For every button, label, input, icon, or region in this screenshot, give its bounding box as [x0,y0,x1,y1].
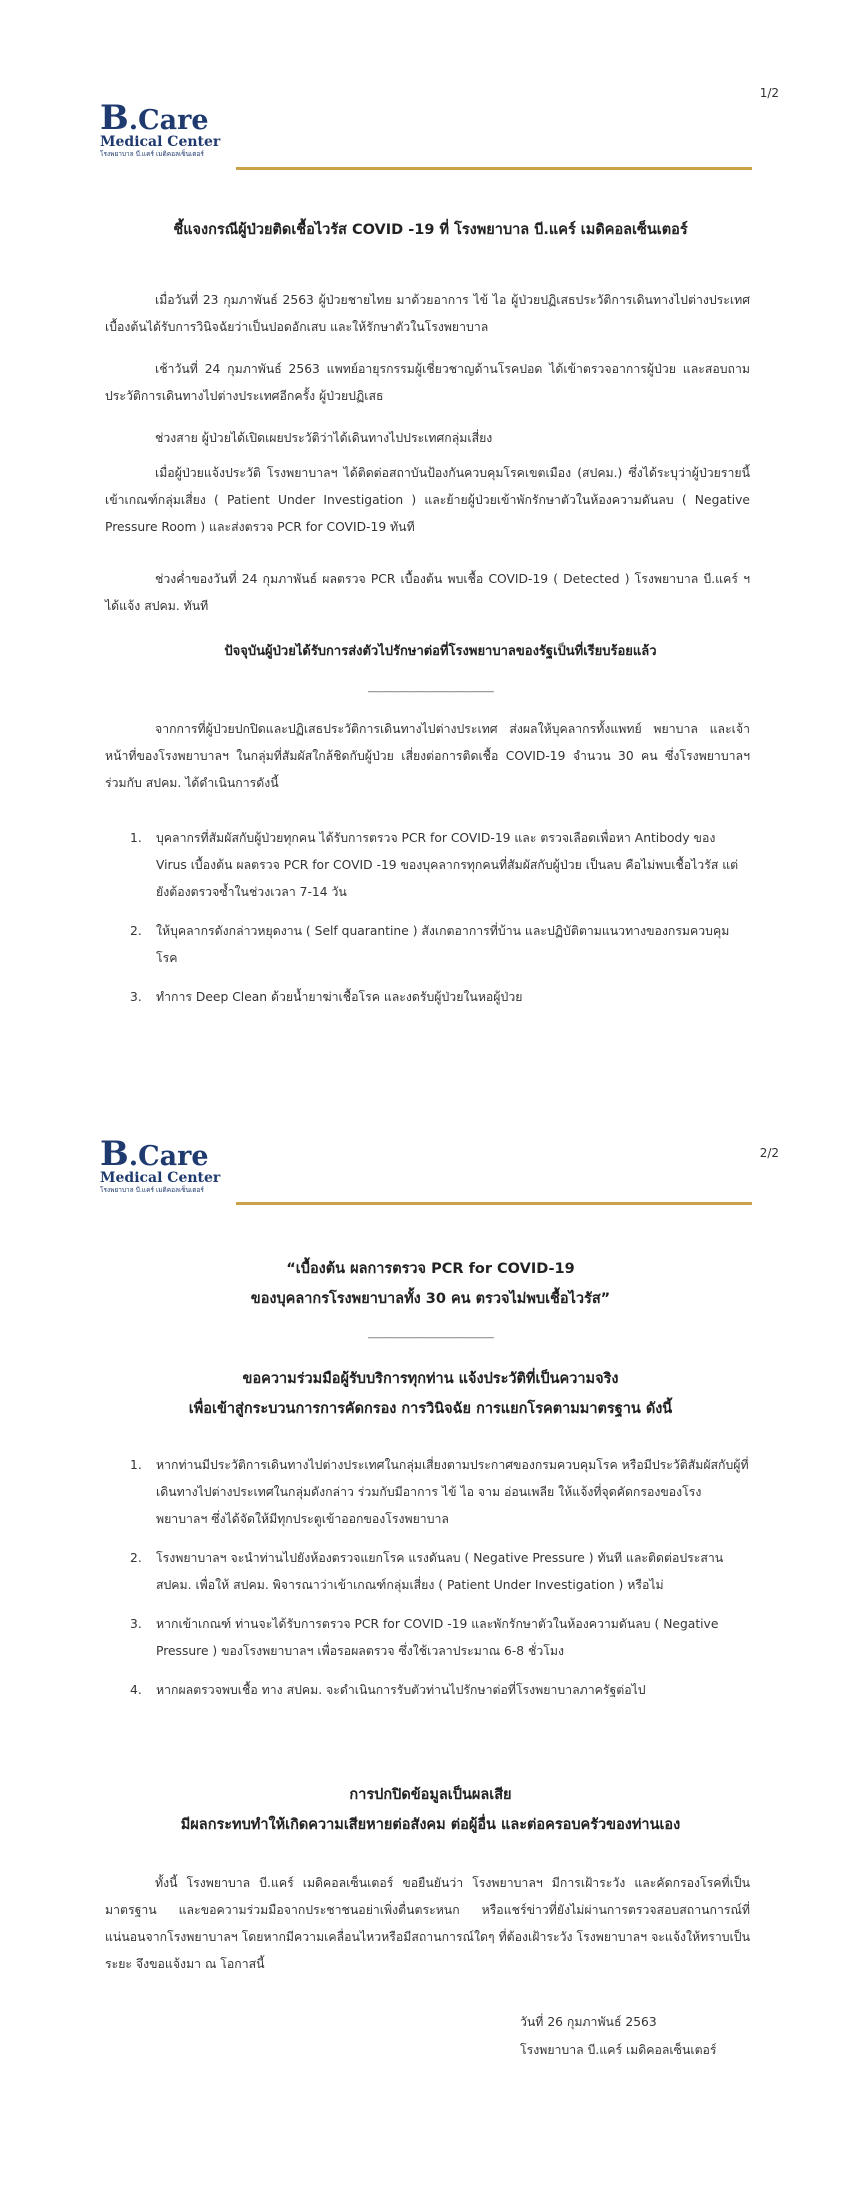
page-number: 1/2 [759,86,779,100]
paragraph-2: เช้าวันที่ 24 กุมภาพันธ์ 2563 แพทย์อายุรกรรมผู้เชี่ยวชาญด้านโรคปอด ได้เข้าตรวจอาการผู้ป่วย และสอบถามประวัติการเดินทางไปต่างประเทศอีกครั้ง ผู้ป่วยปฏิเสธ [105,362,750,403]
paragraph-4: เมื่อผู้ป่วยแจ้งประวัติ โรงพยาบาลฯ ได้ติดต่อสถาบันป้องกันควบคุมโรคเขตเมือง (สปคม.) ซึ่งได้ระบุว่าผู้ป่วยรายนี้เข้าเกณฑ์กลุ่มเสี่ยง ( Patient Under Investigation ) และย้ายผู้ป่วยเข้าพักรักษาตัวในห้องความดันลบ ( Negative Pressure Room ) และส่งตรวจ PCR for COVID-19 ทันที [105,466,750,534]
divider: -------------------------------------------------------- [367,687,494,697]
logo-subtitle: Medical Center [100,134,221,150]
list-item: 4. หากผลตรวจพบเชื้อ ทาง สปคม. จะดำเนินการรับตัวท่านไปรักษาต่อที่โรงพยาบาลภาครัฐต่อไป [130,1683,646,1697]
logo-wordmark: B.Care [100,98,209,138]
paragraph-actions-intro: จากการที่ผู้ป่วยปกปิดและปฏิเสธประวัติการเดินทางไปต่างประเทศ ส่งผลให้บุคลากรทั้งแพทย์ พยาบาล และเจ้าหน้าที่ของโรงพยาบาลฯ ในกลุ่มที่สัมผัสใกล้ชิดกับผู้ป่วย เสี่ยงต่อการติดเชื้อ COVID-19 จำนวน 30 คน ซึ่งโรงพยาบาลฯ ร่วมกับ สปคม. ได้ดำเนินการดังนี้ [105,722,750,790]
list-item: 3. ทำการ Deep Clean ด้วยน้ำยาฆ่าเชื้อโรค และงดรับผู้ป่วยในหอผู้ป่วย [130,990,523,1004]
signature-block [520,2008,717,2064]
paragraph-1: เมื่อวันที่ 23 กุมภาพันธ์ 2563 ผู้ป่วยชายไทย มาด้วยอาการ ไข้ ไอ ผู้ป่วยปฏิเสธประวัติการเดินทางไปต่างประเทศ เบื้องต้นได้รับการวินิจฉัยว่าเป็นปอดอักเสบ และให้รักษาตัวในโรงพยาบาล [105,293,750,334]
logo-subtitle: Medical Center [100,1170,221,1186]
screening-steps-list [130,1452,750,1716]
bcare-logo [100,98,240,159]
warning-title: การปกปิดข้อมูลเป็นผลเสีย มีผลกระทบทำให้เกิดความเสียหายต่อสังคม ต่อผู้อื่น และต่อครอบครัวของท่านเอง [180,1787,681,1833]
logo-thai-name: โรงพยาบาล บี.แคร์ เมดิคอลเซ็นเตอร์ [100,1186,204,1194]
header-rule [236,167,752,170]
list-item: 1. บุคลากรที่สัมผัสกับผู้ป่วยทุกคน ได้รับการตรวจ PCR for COVID-19 และ ตรวจเลือดเพื่อหา Antibody ของ Virus เบื้องต้น ผลตรวจ PCR for COVID -19 ของบุคลากรทุกคนที่สัมผัสกับผู้ป่วย เป็นลบ คือไม่พบเชื้อไวรัส แต่ยังต้องตรวจซ้ำในช่วงเวลา 7-14 วัน [130,831,739,899]
page-number: 2/2 [759,1146,779,1160]
list-item: 2. ให้บุคลากรดังกล่าวหยุดงาน ( Self quarantine ) สังเกตอาการที่บ้าน และปฏิบัติตามแนวทางของกรมควบคุมโรค [130,924,730,965]
page-2 [0,1130,861,2199]
actions-list [130,825,750,1023]
logo-thai-name: โรงพยาบาล บี.แคร์ เมดิคอลเซ็นเตอร์ [100,150,204,158]
request-title: ขอความร่วมมือผู้รับบริการทุกท่าน แจ้งประวัติที่เป็นความจริง เพื่อเข้าสู่กระบวนการการคัดกรอง การวินิจฉัย การแยกโรคตามมาตรฐาน ดังนี้ [188,1371,673,1417]
signature-org: โรงพยาบาล บี.แคร์ เมดิคอลเซ็นเตอร์ [520,2043,717,2057]
paragraph-3: ช่วงสาย ผู้ป่วยได้เปิดเผยประวัติว่าได้เดินทางไปประเทศกลุ่มเสี่ยง [155,431,493,445]
list-item: 1. หากท่านมีประวัติการเดินทางไปต่างประเทศในกลุ่มเสี่ยงตามประกาศของกรมควบคุมโรค หรือมีประวัติสัมผัสกับผู้ที่เดินทางไปต่างประเทศในกลุ่มดังกล่าว ร่วมกับมีอาการ ไข้ ไอ จาม อ่อนเพลีย ให้แจ้งที่จุดคัดกรองของโรงพยาบาลฯ ซึ่งได้จัดให้มีทุกประตูเข้าออกของโรงพยาบาล [130,1458,749,1526]
header-rule [236,1202,752,1205]
quote-title: “เบื้องต้น ผลการตรวจ PCR for COVID-19 ของบุคลากรโรงพยาบาลทั้ง 30 คน ตรวจไม่พบเชื้อไวรัส” [250,1261,611,1307]
status-note: ปัจจุบันผู้ป่วยได้รับการส่งตัวไปรักษาต่อที่โรงพยาบาลของรัฐเป็นที่เรียบร้อยแล้ว [224,644,657,659]
page-title: ชี้แจงกรณีผู้ป่วยติดเชื้อไวรัส COVID -19 ที่ โรงพยาบาล บี.แคร์ เมดิคอลเซ็นเตอร์ [173,222,688,238]
signature-date: วันที่ 26 กุมภาพันธ์ 2563 [520,2015,657,2029]
logo-wordmark: B.Care [100,1134,209,1174]
bcare-logo [100,1134,240,1195]
divider: -------------------------------------------------------- [367,1333,494,1343]
list-item: 3. หากเข้าเกณฑ์ ท่านจะได้รับการตรวจ PCR for COVID -19 และพักรักษาตัวในห้องความดันลบ ( Negative Pressure ) ของโรงพยาบาลฯ เพื่อรอผลตรวจ ซึ่งใช้เวลาประมาณ 6-8 ชั่วโมง [130,1617,719,1658]
list-item: 2. โรงพยาบาลฯ จะนำท่านไปยังห้องตรวจแยกโรค แรงดันลบ ( Negative Pressure ) ทันที และติดต่อประสาน สปคม. เพื่อให้ สปคม. พิจารณาว่าเข้าเกณฑ์กลุ่มเสี่ยง ( Patient Under Investigation ) หรือไม่ [130,1551,724,1592]
closing-paragraph: ทั้งนี้ โรงพยาบาล บี.แคร์ เมดิคอลเซ็นเตอร์ ขอยืนยันว่า โรงพยาบาลฯ มีการเฝ้าระวัง และคัดกรองโรคที่เป็นมาตรฐาน และขอความร่วมมือจากประชาชนอย่าเพิ่งตื่นตระหนก หรือแชร์ข่าวที่ยังไม่ผ่านการตรวจสอบสถานการณ์ที่แน่นอนจากโรงพยาบาลฯ โดยหากมีความเคลื่อนไหวหรือมีสถานการณ์ใดๆ ที่ต้องเฝ้าระวัง โรงพยาบาลฯ จะแจ้งให้ทราบเป็นระยะ จึงขอแจ้งมา ณ โอกาสนี้ [105,1876,750,1971]
paragraph-5: ช่วงค่ำของวันที่ 24 กุมภาพันธ์ ผลตรวจ PCR เบื้องต้น พบเชื้อ COVID-19 ( Detected ) โรงพยาบาล บี.แคร์ ฯ ได้แจ้ง สปคม. ทันที [105,572,750,613]
